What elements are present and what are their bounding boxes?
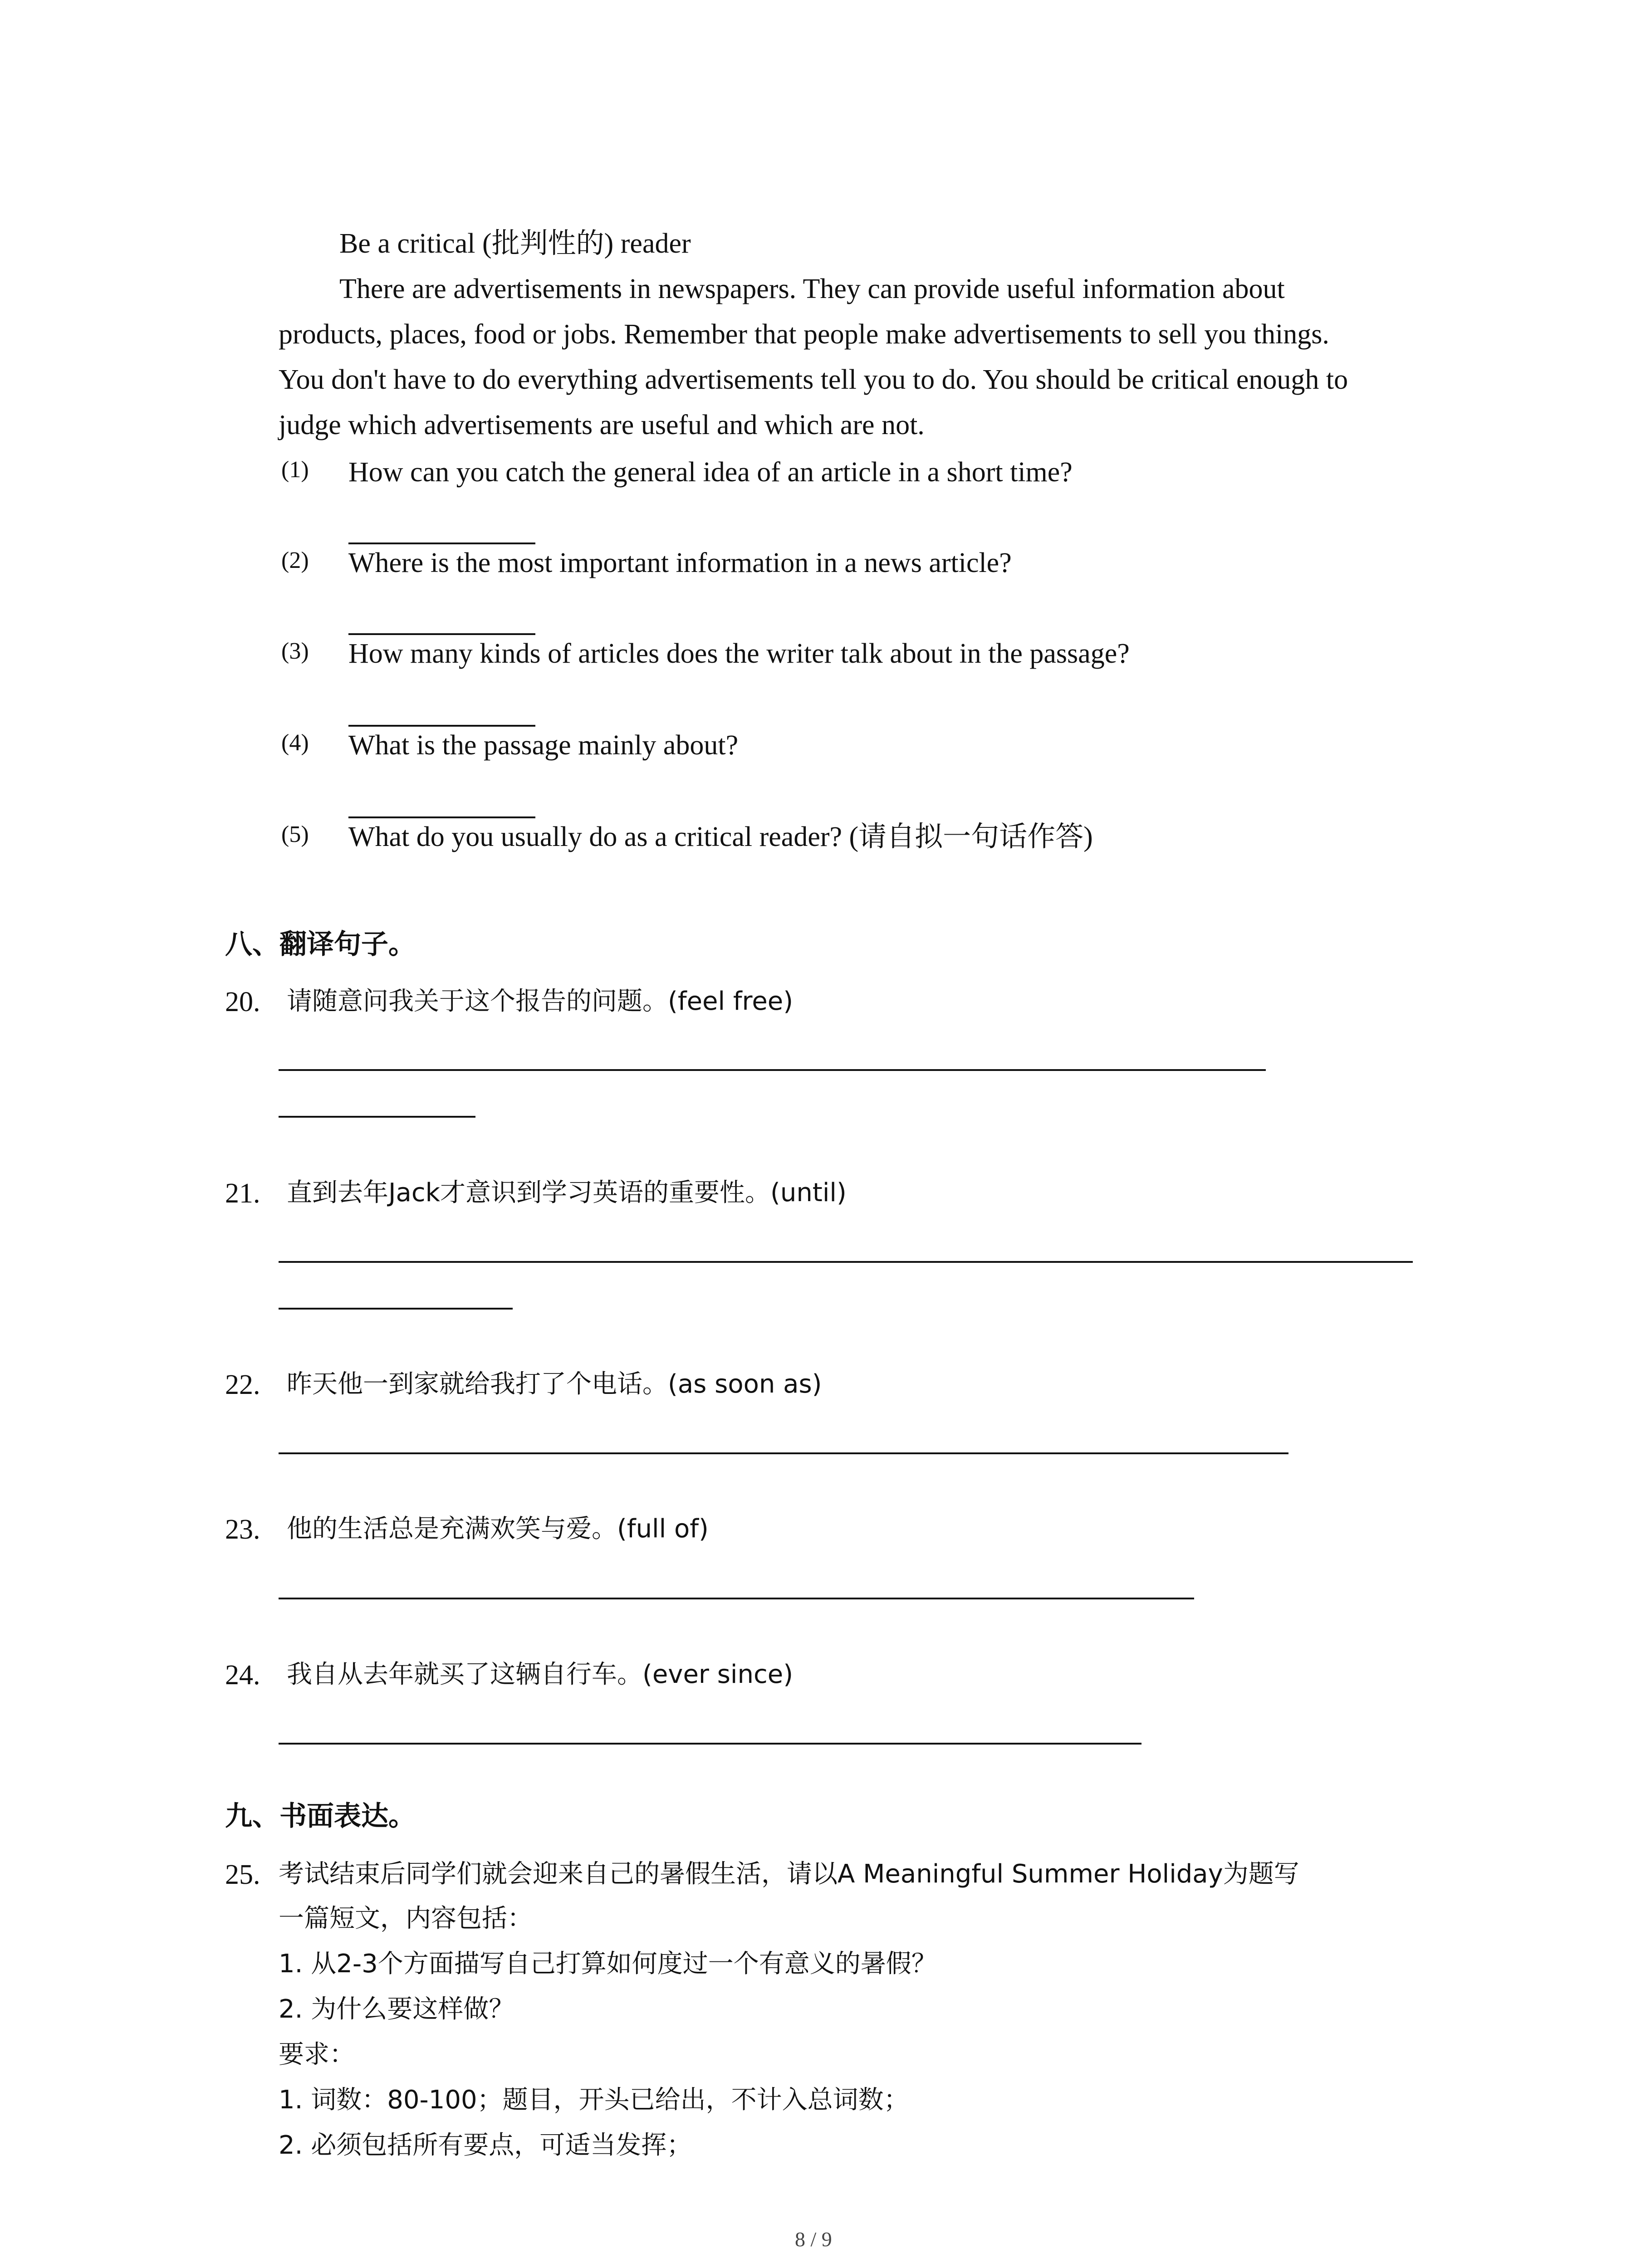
question-text: Where is the most important information in a news article? — [348, 547, 1012, 578]
question-number: (1) — [281, 457, 309, 483]
item-number: 22. — [225, 1369, 260, 1400]
question-text: What do you usually do as a critical reader? (请自拟一句话作答) — [348, 821, 1093, 852]
item-number: 20. — [225, 987, 260, 1017]
answer-line[interactable] — [279, 1116, 475, 1118]
writing-prompt-line: 2. 为什么要这样做？ — [279, 1994, 514, 2024]
question-number: (4) — [281, 730, 309, 756]
item-text: 昨天他一到家就给我打了个电话。(as soon as) — [287, 1369, 822, 1399]
writing-prompt-line: 1. 从2-3个方面描写自己打算如何度过一个有意义的暑假？ — [279, 1949, 937, 1979]
answer-line[interactable] — [279, 1598, 1194, 1599]
answer-blank[interactable] — [348, 633, 535, 635]
section-heading: 八、翻译句子。 — [225, 929, 416, 960]
answer-line[interactable] — [279, 1308, 513, 1310]
question-number: (5) — [281, 821, 309, 847]
answer-line[interactable] — [279, 1743, 1141, 1745]
answer-blank[interactable] — [348, 725, 535, 727]
question-text: How can you catch the general idea of an article in a short time? — [348, 457, 1073, 488]
writing-prompt-line: 一篇短文，内容包括： — [279, 1904, 533, 1933]
item-number: 25. — [225, 1859, 260, 1890]
item-number: 21. — [225, 1178, 260, 1209]
passage-line: You don't have to do everything advertisements tell you to do. You should be critical enough to — [279, 364, 1348, 395]
item-text: 请随意问我关于这个报告的问题。(feel free) — [287, 987, 794, 1016]
writing-prompt-line: 1. 词数：80-100；题目，开头已给出，不计入总词数； — [279, 2085, 909, 2115]
page-number: 8 / 9 — [795, 2228, 832, 2251]
passage-line: products, places, food or jobs. Remember that people make advertisements to sell you things. — [279, 319, 1329, 350]
passage-title: Be a critical (批判性的) reader — [339, 228, 691, 259]
question-text: What is the passage mainly about? — [348, 730, 739, 761]
answer-line[interactable] — [279, 1261, 1413, 1263]
passage-line: judge which advertisements are useful and which are not. — [279, 410, 925, 440]
answer-line[interactable] — [279, 1452, 1288, 1454]
answer-line[interactable] — [279, 1069, 1266, 1071]
writing-prompt-line: 考试结束后同学们就会迎来自己的暑假生活，请以A Meaningful Summer Holiday为题写 — [279, 1859, 1299, 1889]
item-number: 24. — [225, 1660, 260, 1691]
writing-prompt-line: 要求： — [279, 2040, 355, 2069]
section-heading: 九、书面表达。 — [225, 1800, 416, 1832]
answer-blank[interactable] — [348, 543, 535, 544]
item-number: 23. — [225, 1514, 260, 1545]
question-number: (3) — [281, 638, 309, 664]
item-text: 我自从去年就买了这辆自行车。(ever since) — [287, 1660, 794, 1689]
item-text: 直到去年Jack才意识到学习英语的重要性。(until) — [287, 1178, 847, 1207]
item-text: 他的生活总是充满欢笑与爱。(full of) — [287, 1514, 709, 1544]
passage-line: There are advertisements in newspapers. They can provide useful information about — [339, 274, 1285, 304]
writing-prompt-line: 2. 必须包括所有要点，可适当发挥； — [279, 2131, 692, 2160]
question-text: How many kinds of articles does the writer talk about in the passage? — [348, 638, 1130, 669]
answer-blank[interactable] — [348, 816, 535, 818]
question-number: (2) — [281, 547, 309, 573]
